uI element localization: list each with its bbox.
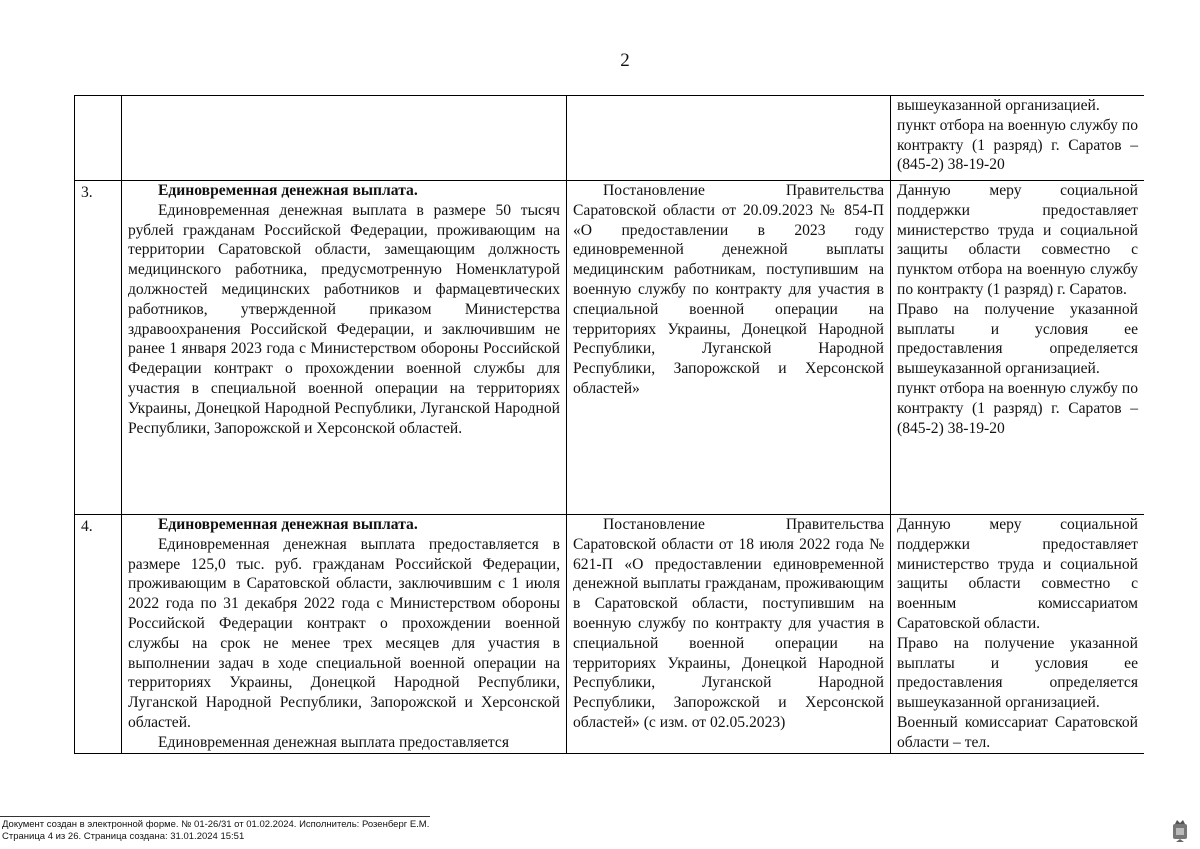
measure-description: Единовременная денежная выплата предоставляется в размере 125,0 тыс. руб. гражданам Российской Федерации, проживающим в Саратовской области, заключившим с 1 июля 2022 года по 31 декабря 2022 года с Министерством обороны Российской Федерации контракт о прохождении военной службы на срок не менее трех месяцев для участия в выполнении задач в ходе специальной военной операции на территориях Украины, Донецкой Народной Республики, Луганской Народной Республики, Запорожской и Херсонской областей.: [128, 535, 560, 731]
provider-text: вышеуказанной организацией.: [897, 97, 1100, 114]
measures-table: [74, 95, 1144, 754]
cell-description: [122, 96, 567, 181]
cell-provider: [891, 515, 1145, 754]
measure-description: Единовременная денежная выплата предоставляется: [158, 733, 509, 751]
cell-provider: [891, 181, 1145, 515]
page-number: 2: [620, 50, 630, 71]
legal-basis: Постановление Правительства Саратовской области от 20.09.2023 № 854-П «О предоставлении в 2023 году единовременной денежной выплаты медицинским работникам, поступившим на военную службу по контракту для участия в специальной военной операции на территориях Украины, Донецкой Народной Республики, Луганской Народной Республики, Запорожской и Херсонской областей»: [573, 182, 884, 397]
provider-text: Право на получение указанной выплаты и условия ее предоставления определяется вышеуказанной организацией.: [897, 300, 1138, 378]
table-row: [75, 181, 1145, 515]
cell-basis: [567, 515, 891, 754]
cell-num: [75, 96, 122, 181]
legal-basis: Постановление Правительства Саратовской области от 18 июля 2022 года № 621-П «О предоставлении единовременной денежной выплаты гражданам, проживающим в Саратовской области, поступившим на военную службу по контракту для участия в специальной военной операции на территориях Украины, Донецкой Народной Республики, Луганской Народной Республики, Запорожской и Херсонской областей» (с изм. от 02.05.2023): [573, 516, 884, 731]
footer-divider: [0, 816, 430, 817]
provider-text: пункт отбора на военную службу по контракту (1 разряд) г. Саратов – (845-2) 38-19-20: [897, 379, 1138, 437]
row-number: 3.: [75, 181, 122, 515]
provider-text: Право на получение указанной выплаты и условия ее предоставления определяется вышеуказанной организацией.: [897, 634, 1138, 712]
footer-line-2: Страница 4 из 26. Страница создана: 31.01.2024 15:51: [2, 831, 245, 842]
measure-title: Единовременная денежная выплата.: [158, 182, 418, 199]
row-number: 4.: [75, 515, 122, 754]
cell-provider: [891, 96, 1145, 181]
document-footer: [0, 810, 1200, 849]
provider-text: пункт отбора на военную службу по контракту (1 разряд) г. Саратов – (845-2) 38-19-20: [897, 116, 1138, 174]
measure-description: Единовременная денежная выплата в размере 50 тысяч рублей гражданам Российской Федерации, проживающим на территории Саратовской области, замещающим должность медицинского работника, предусмотренную Номенклатурой должностей медицинских работников и фармацевтических работников, утвержденной приказом Министерства здравоохранения Российской Федерации, и заключившим не ранее 1 января 2023 года с Министерством обороны Российской Федерации контракт о прохождении военной службы для участия в специальной военной операции на территориях Украины, Донецкой Народной Республики, Луганской Народной Республики, Запорожской и Херсонской областей.: [128, 201, 560, 437]
measure-title: Единовременная денежная выплата.: [158, 516, 418, 533]
measures-table-wrapper: [74, 95, 1144, 769]
cell-basis: [567, 181, 891, 515]
cell-description: [122, 515, 567, 754]
table-row: [75, 515, 1145, 754]
footer-line-1: Документ создан в электронной форме. № 01-26/31 от 01.02.2024. Исполнитель: Розенберг Е.М.: [2, 819, 430, 830]
footer-text: [2, 819, 429, 843]
provider-text: Данную меру социальной поддержки предоставляет министерство труда и социальной защиты области совместно с пунктом отбора на военную службу по контракту (1 разряд) г. Саратов.: [897, 182, 1138, 298]
provider-text: Военный комиссариат Саратовской области – тел.: [897, 713, 1138, 751]
provider-text: Данную меру социальной поддержки предоставляет министерство труда и социальной защиты области совместно с военным комиссариатом Саратовской области.: [897, 516, 1138, 632]
coat-of-arms-icon: [1172, 819, 1188, 843]
table-row-continuation: [75, 96, 1145, 181]
cell-basis: [567, 96, 891, 181]
cell-description: [122, 181, 567, 515]
